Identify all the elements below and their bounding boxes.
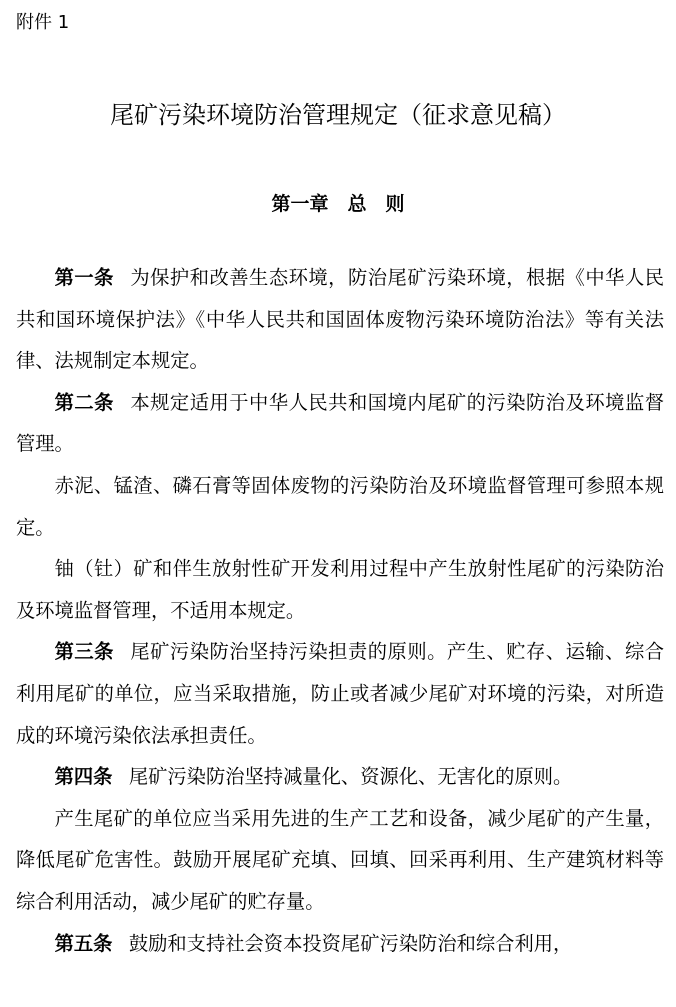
chapter-heading: 第一章 总 则: [271, 193, 405, 215]
article-number: 第四条: [54, 765, 113, 789]
paragraph-text: 铀（钍）矿和伴生放射性矿开发利用过程中产生放射性尾矿的污染防治及环境监督管理，不适用本规定。: [16, 557, 664, 622]
document-body: [16, 257, 664, 964]
article-2-sub-paragraph: [16, 465, 664, 548]
article-number: 第一条: [54, 266, 114, 289]
article-4-sub-paragraph: [16, 798, 664, 923]
article-text: 本规定适用于中华人民共和国境内尾矿的污染防治及环境监督管理。: [16, 390, 665, 456]
paragraph-text: 产生尾矿的单位应当采用先进的生产工艺和设备，减少尾矿的产生量，降低尾矿危害性。鼓励开展尾矿充填、回填、回采再利用、生产建筑材料等综合利用活动，减少尾矿的贮存量。: [16, 806, 664, 913]
article-text: 尾矿污染防治坚持污染担责的原则。产生、贮存、运输、综合利用尾矿的单位，应当采取措施，防止或者减少尾矿对环境的污染，对所造成的环境污染依法承担责任。: [16, 640, 665, 747]
article-text: 为保护和改善生态环境，防治尾矿污染环境，根据《中华人民共和国环境保护法》《中华人民共和国固体废物污染环境防治法》等有关法律、法规制定本规定。: [16, 266, 665, 373]
article-text: 尾矿污染防治坚持减量化、资源化、无害化的原则。: [128, 765, 573, 789]
document-title: 尾矿污染环境防治管理规定（征求意见稿）: [110, 101, 566, 129]
article-1-paragraph: [16, 257, 664, 382]
article-2-sub-paragraph: [16, 548, 664, 631]
attachment-label: 附件 1: [16, 12, 70, 33]
paragraph-text: 赤泥、锰渣、磷石膏等固体废物的污染防治及环境监督管理可参照本规定。: [16, 473, 664, 539]
article-5-paragraph: [16, 923, 664, 965]
article-text: 鼓励和支持社会资本投资尾矿污染防治和综合利用，: [128, 931, 573, 955]
article-4-paragraph: [16, 756, 664, 798]
article-number: 第三条: [54, 640, 114, 664]
article-number: 第二条: [54, 390, 114, 414]
article-3-paragraph: [16, 631, 664, 756]
article-number: 第五条: [54, 931, 113, 955]
article-2-paragraph: [16, 382, 664, 465]
